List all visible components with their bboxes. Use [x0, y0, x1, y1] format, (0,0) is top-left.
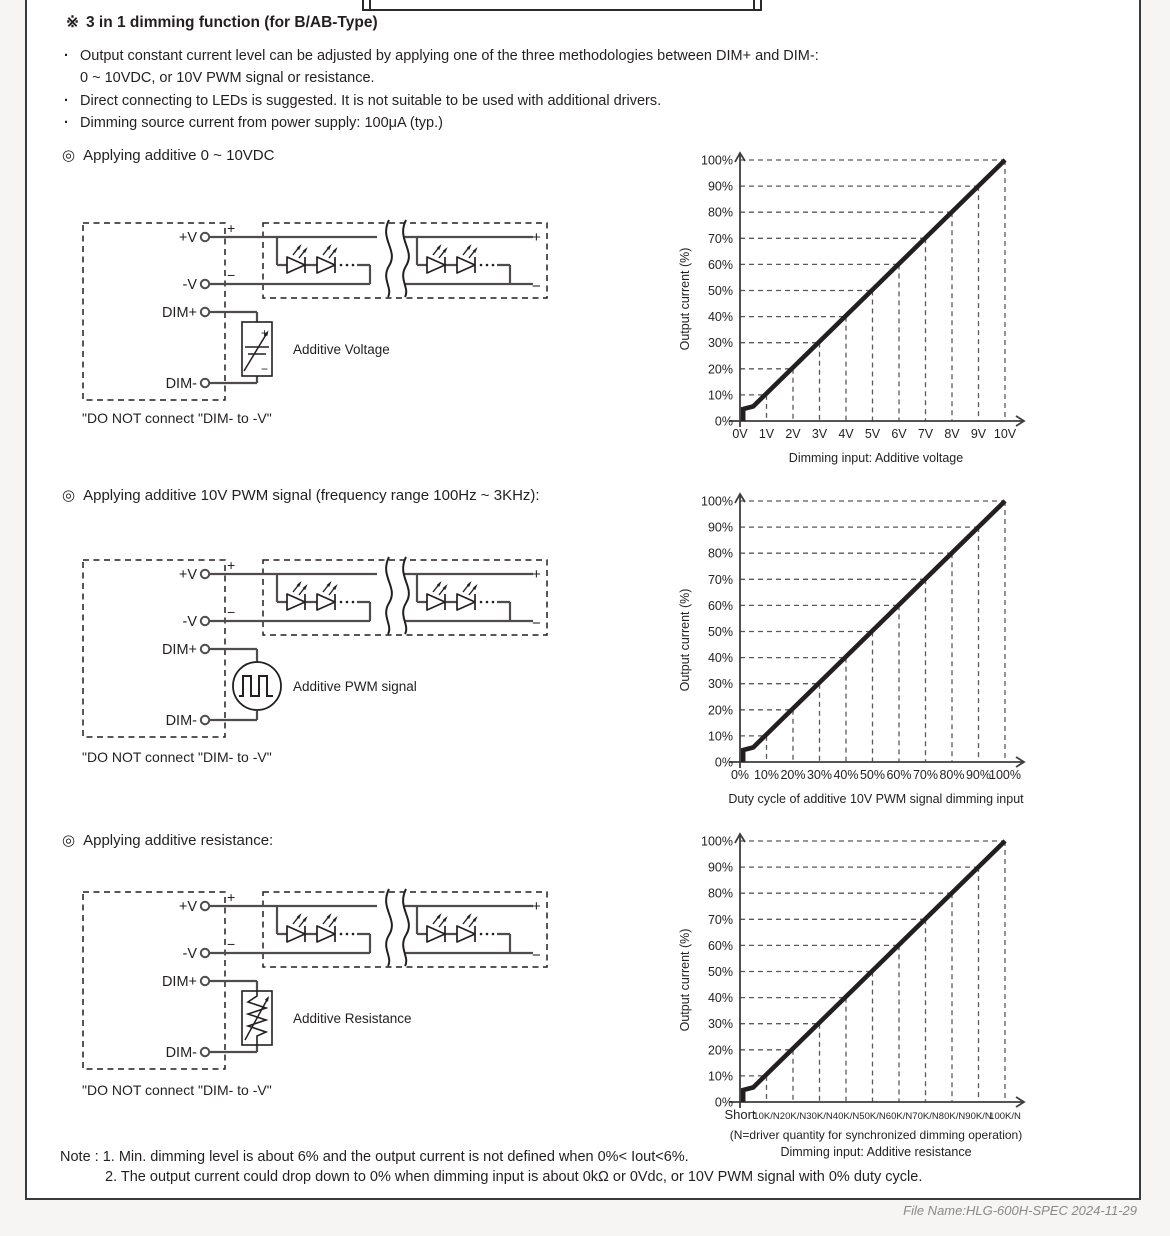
dimmer-device-resistance [242, 991, 272, 1045]
terminal-label: +V [178, 567, 197, 583]
y-tick-label: 20% [707, 1043, 733, 1058]
chart-additive-resistance [672, 830, 1152, 1175]
dimming-curve [743, 501, 1005, 762]
terminal--V [201, 949, 209, 957]
circuit [83, 889, 547, 1069]
break-mark [403, 889, 409, 966]
bullet-text: Direct connecting to LEDs is suggested. It is not suitable to be used with additional drivers. [80, 92, 662, 109]
device-minus: − [261, 362, 269, 376]
led-icon [457, 926, 475, 942]
x-axis-title: Dimming input: Additive resistance [780, 1145, 972, 1159]
bullet-text: Output constant current level can be adjusted by applying one of the three methodologies between DIM+ and DIM-: [80, 48, 819, 64]
terminal-label: +V [178, 899, 197, 915]
led-icon [427, 594, 445, 610]
terminal-label: DIM- [165, 1045, 197, 1061]
x-tick-label: 70% [912, 768, 939, 782]
break-mark [386, 557, 392, 634]
reference-mark-icon: ※ [66, 14, 79, 31]
led-polarity-minus: − [532, 278, 541, 295]
psu-polarity-plus: + [227, 557, 236, 573]
y-tick-label: 60% [707, 598, 733, 613]
y-tick-label: 10% [707, 729, 733, 744]
psu-polarity-plus: + [227, 220, 236, 236]
x-tick-label: 40K/N [832, 1111, 860, 1122]
bullet-text-cont: 0 ~ 10VDC, or 10V PWM signal or resistance. [80, 70, 375, 87]
y-axis-title: Output current (%) [678, 928, 692, 1032]
terminal-+V [201, 233, 209, 241]
led-icon [317, 594, 335, 610]
terminal--V [201, 280, 209, 288]
x-tick-label: 10K/N [753, 1111, 780, 1122]
y-tick-label: 60% [707, 938, 733, 953]
table-remnant-divider [753, 0, 755, 9]
terminal-DIM- [201, 379, 209, 387]
x-tick-label: 90% [965, 768, 992, 782]
dimming-chart [678, 494, 1024, 806]
device-label: Additive PWM signal [293, 679, 417, 694]
circuit-diagram-additive-pwm [55, 537, 635, 752]
circuit-caption: "DO NOT connect "DIM- to -V" [82, 1082, 272, 1098]
psu-polarity-minus: − [227, 936, 236, 952]
bullet-item [64, 112, 1074, 134]
intro-bullets [64, 45, 1074, 135]
x-tick-label: 8V [944, 427, 960, 441]
y-tick-label: 80% [707, 886, 733, 901]
section-title-text: 3 in 1 dimming function (for B/AB-Type) [86, 14, 378, 31]
section-heading-text: Applying additive 10V PWM signal (frequency range 100Hz ~ 3KHz): [83, 487, 540, 504]
led-icon [457, 257, 475, 273]
x-tick-label: 60% [886, 768, 912, 782]
circuit-diagram-additive-resistance [55, 869, 635, 1084]
terminal--V [201, 617, 209, 625]
x-tick-label: 70K/N [912, 1111, 939, 1122]
terminal-DIM+ [201, 308, 209, 316]
x-tick-label: 100K/N [989, 1111, 1021, 1122]
x-tick-label: 20% [780, 768, 806, 782]
break-mark [403, 557, 409, 634]
y-tick-label: 40% [707, 310, 733, 325]
y-tick-label: 60% [707, 257, 733, 272]
section-heading-additive-voltage [62, 146, 274, 164]
y-tick-label: 10% [707, 388, 733, 403]
file-name-footer: File Name:HLG-600H-SPEC 2024-11-29 [903, 1203, 1137, 1218]
circuit-caption: "DO NOT connect "DIM- to -V" [82, 410, 272, 426]
x-tick-label: 1V [758, 427, 775, 441]
terminal-DIM- [201, 1048, 209, 1056]
y-tick-label: 30% [707, 336, 733, 351]
section-heading-text: Applying additive resistance: [83, 832, 274, 849]
led-icon [427, 257, 445, 273]
section-heading-additive-resistance [62, 831, 273, 849]
terminal-label: -V [182, 277, 197, 293]
chart-additive-pwm [672, 490, 1152, 835]
circuit [83, 220, 547, 400]
x-tick-label: 50K/N [859, 1111, 886, 1122]
terminal-+V [201, 902, 209, 910]
terminal-label: DIM- [165, 376, 197, 392]
x-tick-label: 90K/N [965, 1111, 992, 1122]
terminal-label: DIM+ [161, 974, 197, 990]
y-tick-label: 0% [714, 1095, 733, 1110]
y-axis-title: Output current (%) [678, 588, 692, 692]
y-tick-label: 20% [707, 703, 733, 718]
circuit-diagram-additive-voltage [55, 200, 635, 415]
y-tick-label: 100% [701, 494, 733, 509]
chart-additive-voltage [672, 149, 1152, 494]
led-icon [457, 594, 475, 610]
table-remnant [362, 0, 762, 11]
x-tick-label: 60K/N [885, 1111, 913, 1122]
x-tick-label: 80K/N [938, 1111, 966, 1122]
y-tick-label: 80% [707, 205, 733, 220]
dimmer-device-pwm [233, 662, 281, 710]
bullet-item [64, 45, 1074, 90]
note-line-2: 2. The output current could drop down to 0% when dimming input is about 0kΩ or 0Vdc, or 10V PWM signal with 0% duty cycle. [105, 1168, 923, 1185]
terminal-label: DIM+ [161, 305, 197, 321]
bullet-text: Dimming source current from power supply: 100μA (typ.) [80, 115, 443, 132]
y-tick-label: 30% [707, 677, 733, 692]
y-tick-label: 10% [707, 1069, 733, 1084]
y-tick-label: 90% [707, 860, 733, 875]
led-icon [287, 926, 305, 942]
psu-polarity-minus: − [227, 604, 236, 620]
y-tick-label: 50% [707, 965, 733, 979]
x-tick-label: 50% [859, 768, 886, 782]
psu-polarity-plus: + [227, 889, 236, 905]
x-axis-title: Duty cycle of additive 10V PWM signal dimming input [728, 792, 1024, 806]
terminal-DIM+ [201, 645, 209, 653]
terminal-label: +V [178, 230, 197, 246]
x-tick-label: 0V [732, 427, 748, 441]
break-mark [386, 889, 392, 966]
double-circle-icon: ◎ [62, 487, 76, 504]
x-tick-label: 100% [989, 768, 1021, 782]
y-tick-label: 50% [707, 625, 733, 639]
led-icon [427, 926, 445, 942]
circuit-caption: "DO NOT connect "DIM- to -V" [82, 749, 272, 765]
x-tick-label: 40% [833, 768, 859, 782]
x-tick-label: 5V [864, 427, 881, 441]
led-polarity-minus: − [532, 947, 541, 964]
x-tick-label: 30% [806, 768, 833, 782]
y-tick-label: 40% [707, 651, 733, 666]
x-tick-label: 3V [811, 427, 828, 441]
terminal-label: -V [182, 614, 197, 630]
circuit [83, 557, 547, 737]
y-tick-label: 100% [701, 834, 733, 849]
break-mark [403, 220, 409, 297]
x-tick-label: 20K/N [779, 1111, 807, 1122]
section-heading-text: Applying additive 0 ~ 10VDC [83, 147, 275, 164]
y-tick-label: 100% [701, 153, 733, 168]
x-tick-label: 80% [939, 768, 965, 782]
y-tick-label: 70% [707, 572, 733, 587]
bullet-dot: · [64, 48, 69, 64]
break-mark [386, 220, 392, 297]
led-icon [317, 926, 335, 942]
dimming-curve [743, 160, 1005, 421]
y-tick-label: 20% [707, 362, 733, 377]
device-label: Additive Resistance [293, 1011, 412, 1026]
x-tick-label: 2V [785, 427, 801, 441]
y-tick-label: 30% [707, 1017, 733, 1032]
led-icon [317, 257, 335, 273]
y-tick-label: 0% [714, 414, 733, 429]
x-axis-title: Dimming input: Additive voltage [788, 451, 964, 465]
dimmer-device-voltage [242, 322, 272, 376]
terminal-+V [201, 570, 209, 578]
device-plus: + [261, 326, 269, 340]
dimming-chart [678, 153, 1024, 465]
led-icon [287, 257, 305, 273]
led-polarity-plus: + [532, 566, 541, 583]
bullet-item [64, 90, 1074, 112]
x-tick-label: 7V [917, 427, 934, 441]
notes [60, 1148, 922, 1187]
y-tick-label: 80% [707, 546, 733, 561]
x-tick-label: 10V [993, 427, 1017, 441]
x-tick-label: 9V [970, 427, 987, 441]
bullet-dot: · [64, 115, 69, 132]
y-tick-label: 0% [714, 755, 733, 770]
note-line-1: Note : 1. Min. dimming level is about 6% and the output current is not defined when 0%< Iout<6%. [60, 1149, 689, 1165]
x-tick-label: Short [724, 1107, 756, 1122]
terminal-DIM- [201, 716, 209, 724]
section-heading-additive-pwm [62, 486, 540, 504]
terminal-DIM+ [201, 977, 209, 985]
table-remnant-divider [369, 0, 371, 9]
x-axis-note: (N=driver quantity for synchronized dimming operation) [729, 1128, 1023, 1142]
x-tick-label: 10% [753, 768, 780, 782]
section-title [66, 13, 378, 32]
terminal-label: DIM+ [161, 642, 197, 658]
device-label: Additive Voltage [293, 342, 390, 357]
bullet-dot: · [64, 92, 69, 109]
x-tick-label: 0% [730, 768, 750, 782]
y-tick-label: 70% [707, 912, 733, 927]
x-tick-label: 4V [838, 427, 854, 441]
dimming-chart [678, 834, 1024, 1159]
led-polarity-plus: + [532, 898, 541, 915]
y-tick-label: 90% [707, 520, 733, 535]
y-tick-label: 40% [707, 991, 733, 1006]
terminal-label: DIM- [165, 713, 197, 729]
y-tick-label: 70% [707, 231, 733, 246]
terminal-label: -V [182, 946, 197, 962]
led-icon [287, 594, 305, 610]
dimming-curve [743, 841, 1005, 1102]
y-axis-title: Output current (%) [678, 247, 692, 351]
psu-polarity-minus: − [227, 267, 236, 283]
x-tick-label: 30K/N [806, 1111, 833, 1122]
x-tick-label: 6V [891, 427, 907, 441]
double-circle-icon: ◎ [62, 832, 76, 849]
led-polarity-minus: − [532, 615, 541, 632]
y-tick-label: 90% [707, 179, 733, 194]
led-polarity-plus: + [532, 229, 541, 246]
y-tick-label: 50% [707, 284, 733, 298]
double-circle-icon: ◎ [62, 147, 76, 164]
